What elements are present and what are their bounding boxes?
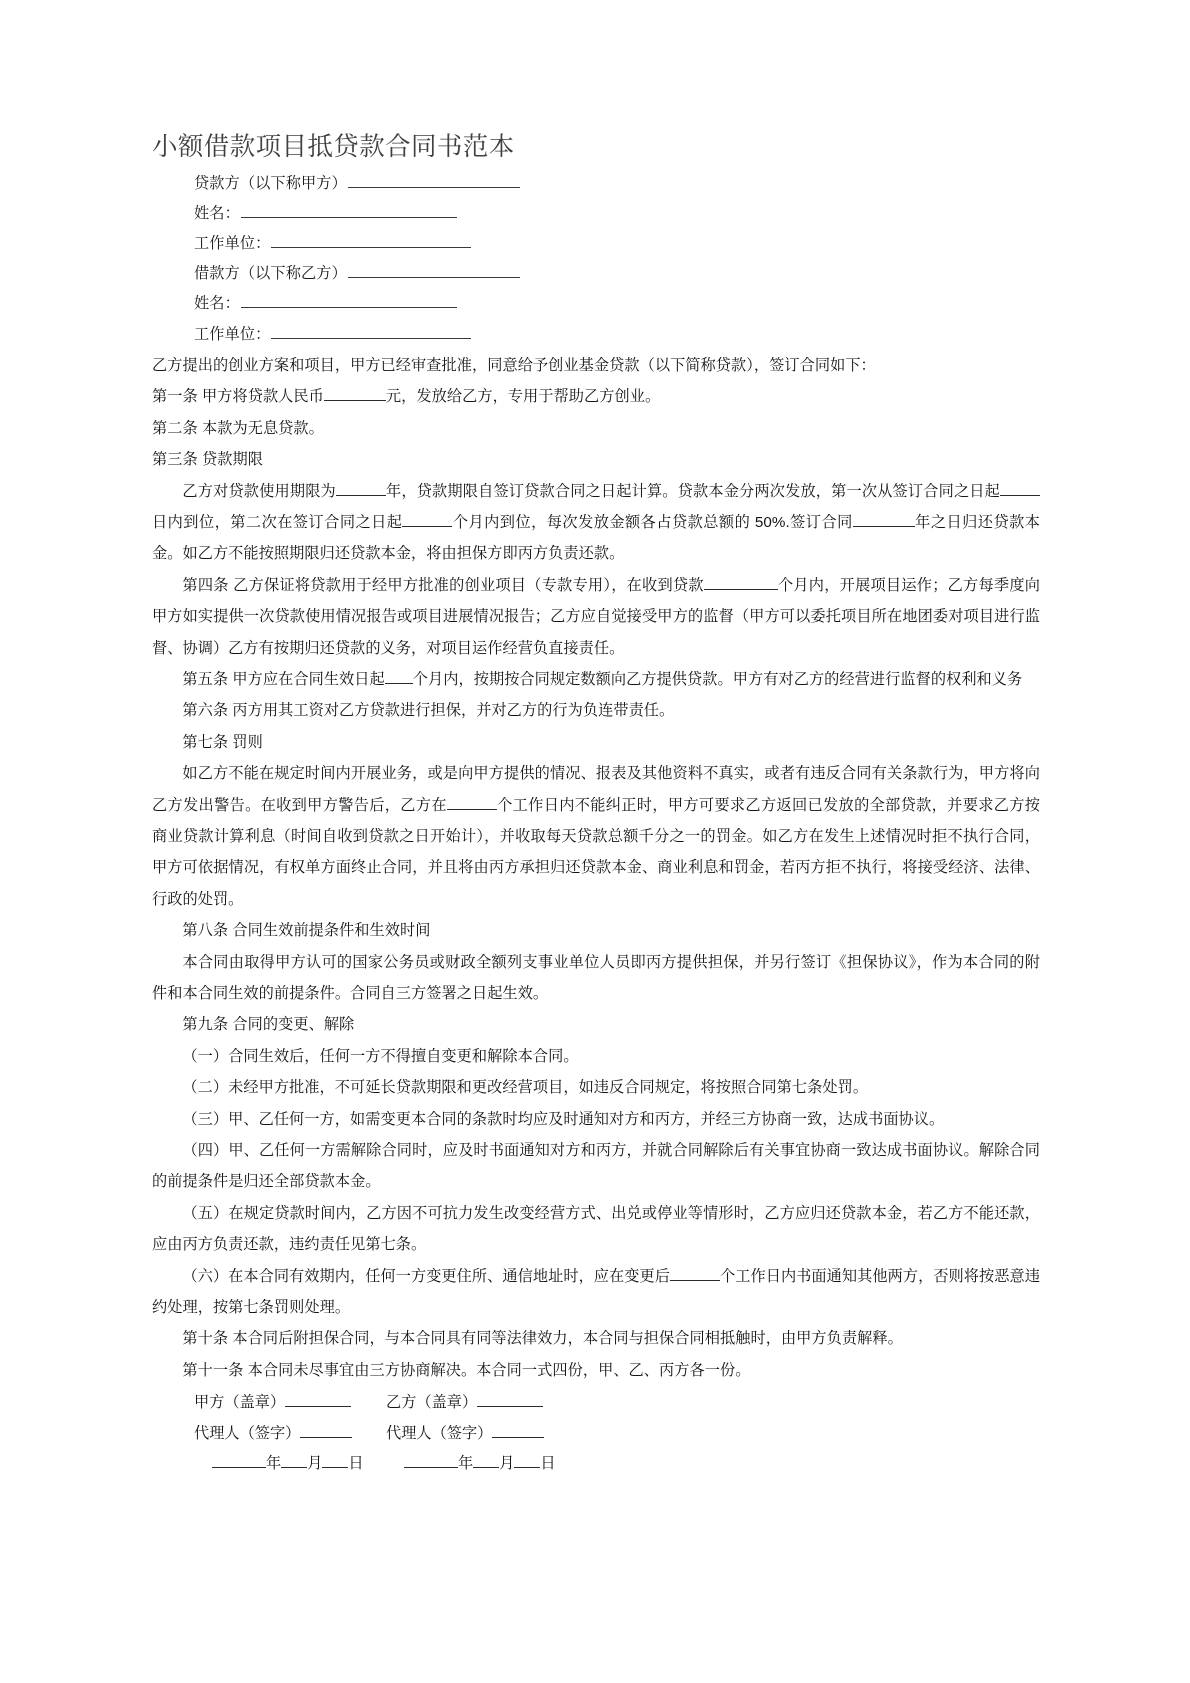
fill-blank[interactable] [670, 1268, 720, 1281]
fill-blank[interactable] [402, 514, 452, 527]
fill-rule[interactable] [477, 1394, 543, 1407]
fill-rule[interactable] [300, 1425, 352, 1438]
article-10-text: 本合同后附担保合同，与本合同具有同等法律效力，本合同与担保合同相抵触时，由甲方负责解释。 [232, 1330, 903, 1348]
article-8-heading: 第八条 [182, 922, 229, 940]
article-2 [152, 413, 1040, 444]
article-2-text: 本款为无息贷款。 [202, 419, 324, 437]
fill-blank[interactable] [1000, 482, 1040, 495]
fill-rule[interactable] [348, 265, 520, 278]
article-2-heading: 第二条 [152, 419, 198, 437]
field-lender-name [152, 199, 1040, 229]
signature-row-agent [194, 1419, 1040, 1449]
party-b-agent-label: 代理人（签字） [386, 1424, 493, 1442]
field-label: 贷款方（以下称甲方） [194, 174, 347, 192]
field-borrower-party [152, 259, 1040, 289]
field-label: 工作单位： [194, 235, 271, 253]
fill-rule[interactable] [285, 1394, 351, 1407]
article-4 [152, 570, 1040, 664]
article-9-item-3: （三）甲、乙任何一方，如需变更本合同的条款时均应及时通知对方和丙方，并经三方协商一致，达成书面协议。 [182, 1110, 945, 1128]
article-8 [152, 915, 1040, 946]
fill-rule[interactable] [492, 1425, 544, 1438]
fill-rule[interactable] [514, 1455, 540, 1468]
article-9-title: 合同的变更、解除 [232, 1016, 355, 1034]
article-3 [152, 444, 1040, 475]
fill-blank[interactable] [853, 514, 915, 527]
a9i6-seg1: （六）在本合同有效期内，任何一方变更住所、通信地址时，应在变更后 [182, 1267, 670, 1285]
field-lender-party [152, 169, 1040, 199]
a5-seg2: 个月内，按期按合同规定数额向乙方提供贷款。甲方有对乙方的经营进行监督的权利和义务 [412, 670, 1023, 688]
party-b-stamp [386, 1388, 543, 1418]
year-label: 年 [458, 1455, 474, 1473]
field-label: 工作单位： [194, 325, 271, 343]
a3-seg4: 个月内到位，每次发放金额各占贷款总额的 50%.签订合同 [452, 513, 853, 531]
article-3-title: 贷款期限 [202, 451, 263, 469]
article-9-item-1: （一）合同生效后，任何一方不得擅自变更和解除本合同。 [182, 1047, 579, 1065]
article-8-title: 合同生效前提条件和生效时间 [232, 922, 431, 940]
signature-row-date [194, 1449, 1040, 1479]
article-1-heading: 第一条 [152, 388, 198, 406]
article-9-item-5: （五）在规定贷款时间内，乙方因不可抗力发生改变经营方式、出兑或停业等情形时，乙方应归还贷款本金，若乙方不能还款，应由丙方负责还款，违约责任见第七条。 [152, 1204, 1040, 1254]
a4-seg1: 乙方保证将贷款用于经甲方批准的创业项目（专款专用），在收到贷款 [233, 576, 704, 594]
field-label: 借款方（以下称乙方） [194, 265, 347, 283]
fill-blank[interactable] [704, 577, 778, 590]
article-9 [152, 1009, 1040, 1040]
article-8-body: 本合同由取得甲方认可的国家公务员或财政全额列支事业单位人员即丙方提供担保，并另行签订《担保协议》，作为本合同的附件和本合同生效的前提条件。合同自三方签署之日起生效。 [152, 953, 1040, 1002]
field-label: 姓名： [194, 295, 240, 313]
article-1 [152, 381, 1040, 412]
article-1-text-part1: 甲方将贷款人民币 [202, 388, 324, 406]
article-5 [152, 664, 1040, 695]
fill-blank[interactable] [447, 796, 497, 809]
article-7-heading: 第七条 [182, 733, 229, 751]
article-7-title: 罚则 [232, 733, 263, 751]
party-b-date [404, 1449, 596, 1479]
party-a-agent-label: 代理人（签字） [194, 1424, 301, 1442]
a5-seg1: 甲方应在合同生效日起 [232, 670, 385, 688]
article-7 [152, 727, 1040, 758]
day-label: 日 [540, 1455, 556, 1473]
article-11 [152, 1355, 1040, 1386]
fill-rule[interactable] [241, 295, 457, 308]
party-a-stamp-label: 甲方（盖章） [194, 1394, 286, 1412]
field-borrower-workplace [152, 320, 1040, 350]
article-1-text-part2: 元，发放给乙方，专用于帮助乙方创业。 [385, 388, 661, 406]
article-9-item-4: （四）甲、乙任何一方需解除合同时，应及时书面通知对方和丙方，并就合同解除后有关事宜协商一致达成书面协议。解除合同的前提条件是归还全部贷款本金。 [152, 1142, 1040, 1191]
article-11-text: 本合同未尽事宜由三方协商解决。本合同一式四份，甲、乙、丙方各一份。 [247, 1361, 751, 1379]
party-a-stamp [194, 1388, 386, 1418]
field-label: 姓名： [194, 204, 240, 222]
year-label: 年 [266, 1455, 282, 1473]
fill-blank[interactable] [385, 671, 413, 684]
article-3-body [152, 476, 1040, 570]
article-6-heading: 第六条 [182, 702, 229, 720]
day-label: 日 [348, 1455, 364, 1473]
a4-seg2: 个月内，开展项目运作；乙方每季度向甲方如实提供一次贷款使用情况报告或项目进展情况报告；乙方应自觉接受甲方的监督（甲方可以委托项目所在地团委对项目进行监督、协调）乙方有按期归还贷款的义务，对项目运作经营负直接责任。 [152, 576, 1040, 657]
article-6-text: 丙方用其工资对乙方贷款进行担保，并对乙方的行为负连带责任。 [232, 702, 675, 720]
fill-rule[interactable] [348, 174, 520, 187]
signature-block [152, 1388, 1040, 1479]
a7-seg1: 如乙方不能在规定时间内开展业务，或是向甲方提供的情况、报表及其他资料不真实，或者有违反合同有关条款行为，甲方将向乙方发出警告。在收到甲方警告后，乙方在 [152, 765, 1040, 814]
fill-rule[interactable] [271, 235, 471, 248]
fill-blank[interactable] [324, 388, 386, 401]
party-a-date [212, 1449, 404, 1479]
article-11-heading: 第十一条 [182, 1361, 244, 1379]
fill-rule[interactable] [271, 325, 471, 338]
a3-seg5: 年之日归还贷款本金。如乙方不能按照期限归还贷款本金，将由担保方即丙方负责还款。 [152, 513, 1040, 563]
month-label: 月 [499, 1455, 515, 1473]
article-5-heading: 第五条 [182, 670, 229, 688]
fill-rule[interactable] [322, 1455, 348, 1468]
month-label: 月 [307, 1455, 323, 1473]
article-9-heading: 第九条 [182, 1016, 229, 1034]
fill-rule[interactable] [281, 1455, 307, 1468]
a3-seg3: 日内到位，第二次在签订合同之日起 [152, 513, 403, 531]
article-10-heading: 第十条 [182, 1330, 229, 1348]
fill-rule[interactable] [241, 204, 457, 217]
field-borrower-name [152, 289, 1040, 319]
article-4-heading: 第四条 [182, 576, 229, 594]
article-6 [152, 695, 1040, 726]
a7-seg2: 个工作日内不能纠正时，甲方可要求乙方返回已发放的全部贷款，并要求乙方按商业贷款计算利息（时间自收到贷款之日开始计），并收取每天贷款总额千分之一的罚金。如乙方在发生上述情况时拒不执行合同，甲方可依据情况，有权单方面终止合同，并且将由丙方承担归还贷款本金、商业利息和罚金，若丙方拒不执行，将接受经济、法律、行政的处罚。 [152, 796, 1041, 908]
signature-row-stamp [194, 1388, 1040, 1418]
preamble-paragraph: 乙方提出的创业方案和项目，甲方已经审查批准，同意给予创业基金贷款（以下简称贷款），签订合同如下： [152, 356, 876, 374]
article-10 [152, 1323, 1040, 1354]
fill-rule[interactable] [404, 1455, 458, 1468]
article-9-item-6 [152, 1261, 1040, 1324]
party-b-agent [386, 1419, 544, 1449]
article-9-item-2: （二）未经甲方批准，不可延长贷款期限和更改经营项目，如违反合同规定，将按照合同第七条处罚。 [182, 1079, 869, 1097]
a3-seg2: 年，贷款期限自签订贷款合同之日起计算。贷款本金分两次发放，第一次从签订合同之日起 [385, 482, 1001, 500]
party-b-stamp-label: 乙方（盖章） [386, 1394, 478, 1412]
fill-rule[interactable] [212, 1455, 266, 1468]
a9i6-seg2: 个工作日内书面通知其他两方，否则将按恶意违约处理，按第七条罚则处理。 [152, 1267, 1040, 1317]
article-3-heading: 第三条 [152, 451, 198, 469]
field-lender-workplace [152, 229, 1040, 259]
fill-blank[interactable] [336, 482, 386, 495]
fill-rule[interactable] [473, 1455, 499, 1468]
a3-seg1: 乙方对贷款使用期限为 [182, 482, 336, 500]
article-7-body [152, 758, 1040, 915]
party-a-agent [194, 1419, 386, 1449]
document-content [152, 130, 1040, 1480]
page-title: 小额借款项目抵贷款合同书范本 [152, 132, 515, 161]
